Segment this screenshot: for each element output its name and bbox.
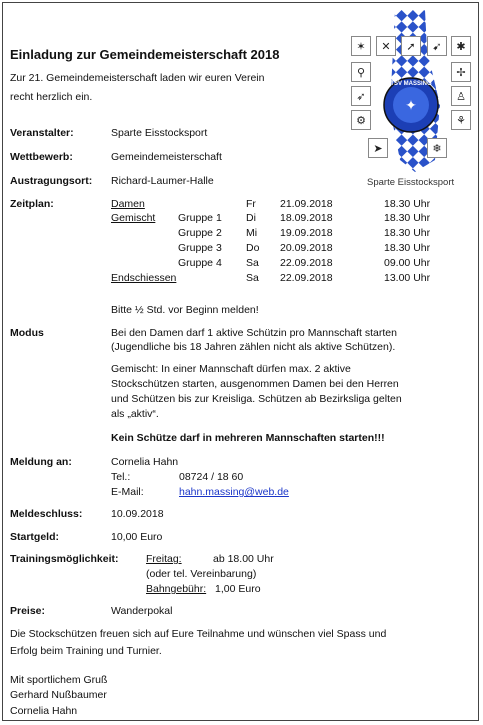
club-logo xyxy=(345,10,475,190)
zeitplan-group: Gruppe 2 xyxy=(178,227,222,239)
closing-line: Die Stockschützen freuen sich auf Eure Teilnahme und wünschen viel Spass und xyxy=(10,628,387,640)
sport-icon-jump: ✕ xyxy=(376,36,396,56)
zeitplan-time: 18.30 Uhr xyxy=(384,212,431,224)
zeitplan-time: 18.30 Uhr xyxy=(384,198,431,210)
modus-p2-line: Stockschützen starten, ausgenommen Damen bei den Herren xyxy=(111,378,399,390)
sport-icon-dancer: ⚲ xyxy=(351,62,371,82)
modus-warning: Kein Schütze darf in mehreren Mannschaften starten!!! xyxy=(111,432,385,444)
modus-p2-line: als „aktiv“. xyxy=(111,408,159,420)
closing-line: Erfolg beim Training und Turnier. xyxy=(10,645,162,657)
zeitplan-day: Do xyxy=(246,242,260,254)
zeitplan-time: 18.30 Uhr xyxy=(384,242,431,254)
zeitplan-date: 22.09.2018 xyxy=(280,257,333,269)
svg-text:✦: ✦ xyxy=(405,97,417,113)
sport-icon-skier: ➹ xyxy=(427,36,447,56)
zeitplan-cat-damen: Damen xyxy=(111,198,145,210)
zeitplan-note: Bitte ½ Std. vor Beginn melden! xyxy=(111,304,259,316)
zeitplan-time: 09.00 Uhr xyxy=(384,257,431,269)
intro-line-2: recht herzlich ein. xyxy=(10,91,93,103)
zeitplan-time: 18.30 Uhr xyxy=(384,227,431,239)
signature-line: Gerhard Nußbaumer xyxy=(10,689,107,701)
modus-p1-line: Bei den Damen darf 1 aktive Schützin pro Mannschaft starten xyxy=(111,327,397,339)
meldung-email-label: E-Mail: xyxy=(111,486,144,498)
modus-label: Modus xyxy=(10,327,44,339)
training-note: (oder tel. Vereinbarung) xyxy=(146,568,257,580)
zeitplan-label: Zeitplan: xyxy=(10,198,54,210)
zeitplan-group: Gruppe 3 xyxy=(178,242,222,254)
sport-icon-thrower: ➶ xyxy=(351,86,371,106)
meldung-name: Cornelia Hahn xyxy=(111,456,179,468)
zeitplan-group: Gruppe 4 xyxy=(178,257,222,269)
modus-p2-line: und Schützen bis zur Kreisliga. Schützen ab Bezirksliga gelten xyxy=(111,393,402,405)
training-fee-label: Bahngebühr: xyxy=(146,583,207,595)
sport-icon-athlete: ✱ xyxy=(451,36,471,56)
zeitplan-day: Mi xyxy=(246,227,258,239)
logo-club-name: TSV MASSING xyxy=(390,81,432,87)
meldung-tel: 08724 / 18 60 xyxy=(179,471,244,483)
training-day: Freitag: xyxy=(146,553,182,565)
veranstalter-value: Sparte Eisstocksport xyxy=(111,127,208,139)
austragungsort-value: Richard-Laumer-Halle xyxy=(111,175,214,187)
zeitplan-cat-gemischt: Gemischt xyxy=(111,212,156,224)
meldung-label: Meldung an: xyxy=(10,456,72,468)
zeitplan-day: Fr xyxy=(246,198,256,210)
modus-p2-line: Gemischt: In einer Mannschaft dürfen max. 2 aktive xyxy=(111,363,351,375)
logo-caption: Sparte Eisstocksport xyxy=(367,177,455,188)
sport-icon-fighter: ✢ xyxy=(451,62,471,82)
sport-icon-gymnastics: ✶ xyxy=(351,36,371,56)
sport-icon-cyclist: ⚙ xyxy=(351,110,371,130)
training-time: ab 18.00 Uhr xyxy=(213,553,274,565)
zeitplan-cat-endschiessen: Endschiessen xyxy=(111,272,177,284)
zeitplan-date: 19.09.2018 xyxy=(280,227,333,239)
intro-line-1: Zur 21. Gemeindemeisterschaft laden wir euren Verein xyxy=(10,72,265,84)
meldeschluss-value: 10.09.2018 xyxy=(111,508,164,520)
page-title: Einladung zur Gemeindemeisterschaft 2018 xyxy=(10,47,280,62)
signature-line: Cornelia Hahn xyxy=(10,705,78,717)
training-label: Trainingsmöglichkeit: xyxy=(10,553,119,565)
veranstalter-label: Veranstalter: xyxy=(10,127,74,139)
austragungsort-label: Austragungsort: xyxy=(10,175,93,187)
meldeschluss-label: Meldeschluss: xyxy=(10,508,83,520)
sport-icon-runner: ➚ xyxy=(401,36,421,56)
zeitplan-date: 22.09.2018 xyxy=(280,272,333,284)
wettbewerb-value: Gemeindemeisterschaft xyxy=(111,151,222,163)
zeitplan-day: Di xyxy=(246,212,256,224)
modus-p1-line: (Jugendliche bis 18 Jahren zählen nicht als aktive Schützen). xyxy=(111,341,396,353)
email-link[interactable]: hahn.massing@web.de xyxy=(179,486,289,498)
zeitplan-group: Gruppe 1 xyxy=(178,212,222,224)
startgeld-label: Startgeld: xyxy=(10,531,60,543)
sport-icon-swimmer: ⚘ xyxy=(451,110,471,130)
zeitplan-time: 13.00 Uhr xyxy=(384,272,431,284)
training-fee-value: 1,00 Euro xyxy=(215,583,261,595)
sport-icon-figure: ♙ xyxy=(451,86,471,106)
signature-line: Mit sportlichem Gruß xyxy=(10,674,108,686)
zeitplan-date: 21.09.2018 xyxy=(280,198,333,210)
wettbewerb-label: Wettbewerb: xyxy=(10,151,73,163)
sport-icon-ski: ❄ xyxy=(427,138,447,158)
zeitplan-date: 18.09.2018 xyxy=(280,212,333,224)
zeitplan-day: Sa xyxy=(246,272,259,284)
meldung-tel-label: Tel.: xyxy=(111,471,131,483)
zeitplan-day: Sa xyxy=(246,257,259,269)
startgeld-value: 10,00 Euro xyxy=(111,531,163,543)
sport-icon-stock: ➤ xyxy=(368,138,388,158)
preise-value: Wanderpokal xyxy=(111,605,173,617)
zeitplan-date: 20.09.2018 xyxy=(280,242,333,254)
preise-label: Preise: xyxy=(10,605,46,617)
